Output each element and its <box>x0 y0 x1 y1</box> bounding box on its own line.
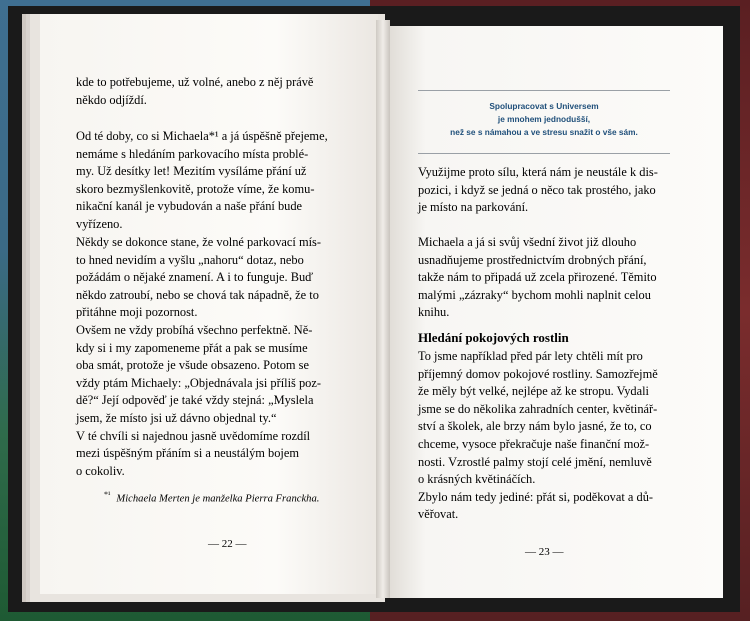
section-heading: Hledání pokojových rostlin <box>418 330 569 345</box>
pull-quote-line: než se s námahou a ve stresu snažit o vše sám. <box>450 127 638 137</box>
book-gutter <box>376 20 390 598</box>
pull-quote-line: Spolupracovat s Universem <box>489 101 599 111</box>
footnote-text: Michaela Merten je manželka Pierra Franckha. <box>116 493 320 505</box>
page-number-right: — 23 — <box>525 546 564 558</box>
left-paragraph-3: Někdy se dokonce stane, že volné parkovací mís- to hned nevidím a vyšlu „nahoru“ dotaz, nebo požádám o nějaké znamení. A i to funguje. Buď někdo zatroubí, nebo se chová tak nápadně, že to přitáhne moji pozornost. <box>76 235 321 320</box>
left-paragraph-2: Od té doby, co si Michaela*¹ a já úspěšně přejeme, nemáme s hledáním parkovacího místa problé- my. Už desítky let! Mezitím vysíláme přání už skoro bezmyšlenkovitě, protože víme, že komu- nikační kanál je vybudován a naše přání bude vyřízeno. <box>76 129 328 231</box>
pull-quote-line: je mnohem jednodušší, <box>497 114 591 124</box>
right-paragraph-3: To jsme například před pár lety chtěli mít pro příjemný domov pokojové rostliny. Samozřejmě že měly být velké, nejlépe až ke stropu. Vydali jsme se do několika zahradních center, květinář- ství a školek, ale brzy nám bylo jasné, že to, co chceme, vysoce překračuje naše finanční mož- nosti. Vzrostlé palmy stojí celé jmění, nemluvě o krásných květináčích. Zbylo nám tedy jediné: přát si, poděkovat a dů- věřovat. <box>418 349 658 522</box>
left-paragraph-1: kde to potřebujeme, už volné, anebo z něj právě někdo odjíždí. <box>76 75 314 107</box>
footnote-mark: *¹ <box>104 490 111 499</box>
right-paragraph-2: Michaela a já si svůj všední život již dlouho usnadňujeme prostřednictvím drobných přání, takže nám to připadá už zcela přirozené. Těmito malými „zázraky“ bychom mohli naplnit celou knihu. <box>418 235 657 320</box>
page-number-left: — 22 — <box>208 538 247 550</box>
right-paragraph-1: Využijme proto sílu, která nám je neustále k dis- pozici, i když se jedná o něco tak prostého, jako je místo na parkování. <box>418 165 658 215</box>
left-paragraph-4: Ovšem ne vždy probíhá všechno perfektně. Ně- kdy si i my zapomeneme přát a pak se musíme oba smát, protože je všude obsazeno. Potom se vždy ptám Michaely: „Objednávala jsi příliš poz- dě?“ Její odpověď je také vždy stejná: „Myslela jsem, že místo jsi už dávno objednal ty.“ V té chvíli si najednou jasně uvědomíme rozdíl mezi úspěšným přáním si a neustálým bojem o cokoliv. <box>76 323 321 478</box>
pull-quote <box>418 90 670 154</box>
footnote <box>104 488 364 507</box>
